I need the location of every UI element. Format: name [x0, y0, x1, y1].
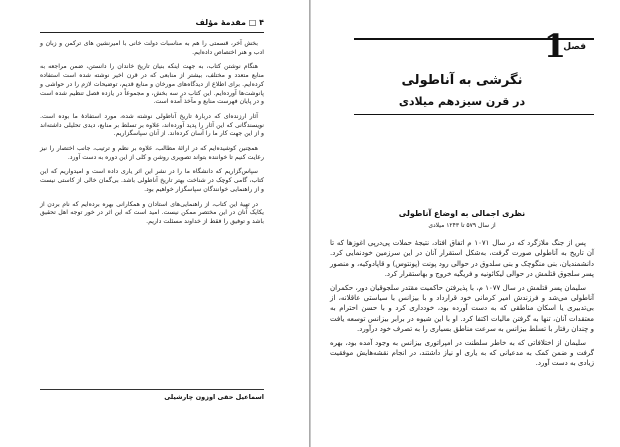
- paragraph: سلیمان پسر قتلمش در سال ۱۰۷۷ م، با پذیرفتن حاکمیت مقتدر سلجوقیان دور، حکمران آناطولی می‌شد و فرزندش امیر کرمانی خود قرارداد و با بیزانس با سیاستی عاقلانه، از بی‌تدبیری یا اسکان مناطقی که به دست آورده بود، خودداری کرد و با حسن احترام به معتقدات آنان، تنها به گرفتن مالیات اکتفا کرد. او با این شیوه در برابر بیزانس توسعه یافت و چندان رفتار با تسلط بیزانس به سرعت مناطق بسیاری را به تصرف خود درآورد.: [330, 283, 594, 334]
- section-title: نظری اجمالی به اوضاع آناطولی: [398, 209, 526, 218]
- paragraph: آثار ارزنده‌ای که دربارهٔ تاریخ آناطولی نوشته شده، مورد استفادهٔ ما بوده است. نویسندگانی که این آثار را پدید آورده‌اند، علاوه بر تسلط بر منابع، دیدی تحلیلی داشته‌اند و از این جهت کار ما را آسان کرده‌اند. از آنان سپاسگزاریم.: [40, 112, 264, 138]
- author-signature: اسماعیل حقی اوزون چارشیلی: [164, 393, 264, 401]
- chapter-heading: [330, 27, 594, 114]
- paragraph: همچنین کوشیده‌ایم که در ارائهٔ مطالب، علاوه بر نظم و ترتیب، جانب اختصار را نیز رعایت کنیم تا خواننده بتواند تصویری روشن و کلی از این دوره به دست آورد.: [40, 145, 264, 161]
- right-page-body: [330, 238, 594, 372]
- paragraph: هنگام نوشتن کتاب، به جهت اینکه بنیان تاریخ خاندان را دانستن، ضمن مراجعه به منابع متعدد و مختلف، بیشتر از منابعی که در قرن اخیر نوشته شده است استفاده کرده‌ایم. برای اطلاع از دیدگاه‌های مورخان و منابع قدیم، توضیحات لازم را در حواشی و پانوشت‌ها آورده‌ایم. این کتاب در سه بخش، و مجموعاً در یازده فصل تنظیم شده است و در پایان فهرست منابع و مآخذ آمده است.: [40, 63, 264, 106]
- running-head: [40, 18, 264, 33]
- paragraph: در تهیهٔ این کتاب، از راهنمایی‌های استادان و همکارانی بهره برده‌ایم که نام بردن از یکایک آنان در این مختصر ممکن نیست. امید است که این اثر در خور توجه اهل تحقیق باشد و توفیق را فقط از خداوند مسئلت داریم.: [40, 200, 264, 225]
- footnote-rule: [40, 389, 264, 390]
- paragraph: پس از جنگ ملازگرد که در سال ۱۰۷۱ م اتفاق افتاد، نتیجهٔ حملات پی‌درپی اغوزها که تا آن تاریخ به آناطولی صورت گرفت، به‌شکل استقرار آنان در این سرزمین خودنمایی کرد. دانشمندیان، بنی منگوچک و بنی سلدوق در حوالی رود پونت (پونتوس) و قاپادوکیه، و منصور پسر سلجوق قتلمش در حوالی لیکائونیه و فریگیه خروج و بهاستقرار کرد.: [330, 239, 594, 279]
- left-page-body: [40, 40, 264, 233]
- page-folio: ۴ □ مقدمهٔ مؤلف: [195, 18, 264, 27]
- paragraph: سپاس‌گزاریم که دانشگاه ما را در نشر این اثر یاری داده است و امیدواریم که این کتاب، گامی کوچک در شناخت بهتر تاریخ آناطولی باشد. بی‌گمان خالی از کاستی نیست و از راهنمایی خوانندگان سپاسگزار خواهیم بود.: [40, 168, 264, 193]
- right-page: [310, 0, 620, 447]
- chapter-subtitle: در قرن سیزدهم میلادی: [398, 95, 526, 108]
- chapter-bottom-rule: [354, 114, 594, 115]
- chapter-number: 1: [543, 27, 566, 65]
- chapter-title: نگرشی به آناطولی: [401, 73, 523, 88]
- section-dates: از سال ۵۷۹ تا ۱۲۴۳ میلادی: [428, 222, 496, 229]
- chapter-label: فصل: [563, 42, 586, 52]
- paragraph: بخش آخر، قسمتی را هم به مناسبات دولت خانی با امیرنشین های ترکمن و زبان و ادب و هنر اختصاص داده‌ایم.: [40, 40, 264, 56]
- paragraph: سلیمان از اختلافاتی که به خاطر سلطنت در امپراتوری بیزانس به وجود آمده بود، بهره گرفت و ضمن کمک به مدعیانی که به یاری او نیاز داشتند، در انجام نقشه‌هایش موفقیت زیادی به دست آورد.: [330, 338, 594, 368]
- section-heading: [330, 208, 594, 230]
